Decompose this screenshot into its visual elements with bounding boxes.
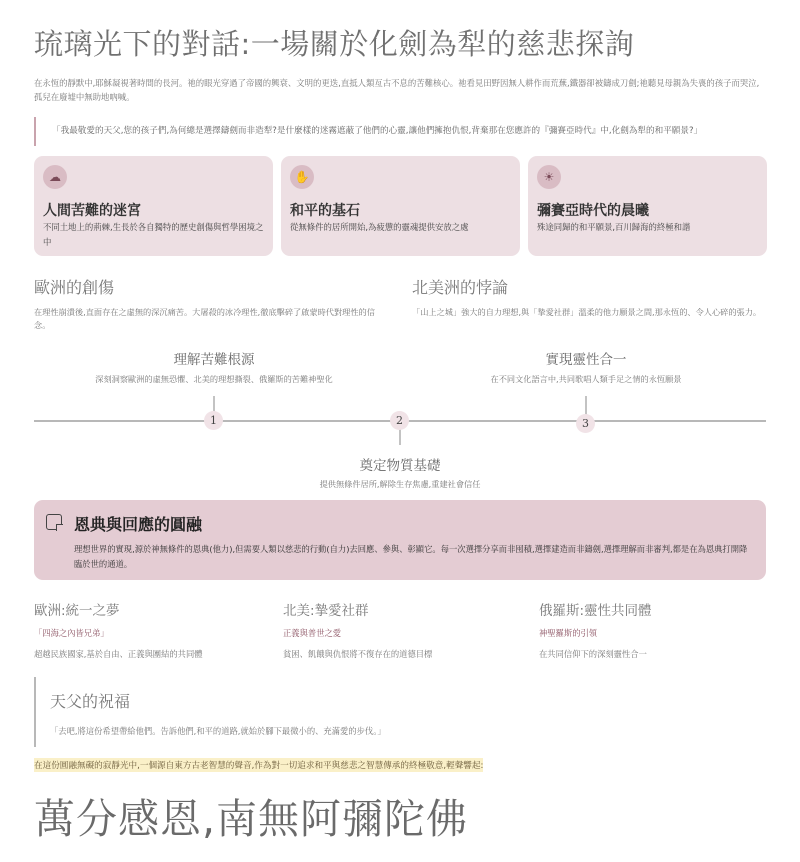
column-europe-desc: 超越民族國家,基於自由、正義與團結的共同體 (34, 649, 203, 659)
step-1-number: 1 (204, 411, 223, 430)
step-1-desc: 深刻洞察歐洲的虛無恐懼、北美的理想撕裂、俄羅斯的苦難神聖化 (95, 374, 333, 384)
column-russia-desc: 在共同信仰下的深刻靈性合一 (539, 649, 647, 659)
column-europe-sub: 「四海之內皆兄弟」 (34, 628, 109, 638)
column-russia-sub: 神聖羅斯的引領 (539, 628, 598, 638)
blessing-quote: 「去吧,將這份希望帶給他們。告訴他們,和平的道路,就始於腳下最微小的、充滿愛的步伐。」 (50, 726, 386, 736)
card-messianic-dawn (528, 156, 767, 256)
step-2-title: 奠定物質基礎 (359, 458, 441, 474)
blessing-title: 天父的祝福 (50, 692, 131, 711)
grace-panel (34, 500, 766, 580)
grace-desc: 理想世界的實現,源於神無條件的恩典(他力),但需要人類以慈悲的行動(自力)去回應、參與、彰顯它。每一次選擇分享而非囤積,選擇建造而非鑄劍,選擇理解而非審判,都是在為恩典打開降臨於世的通道。 (74, 544, 748, 569)
step-1-title: 理解苦難根源 (173, 352, 255, 368)
card-desc: 從無條件的居所開始,為疲憊的靈魂提供安放之處 (290, 222, 469, 232)
card-title: 彌賽亞時代的晨曦 (537, 203, 649, 219)
america-heading: 北美洲的悖論 (412, 278, 509, 297)
page-title: 琉璃光下的對話:一場關於化劍為犁的慈悲探詢 (34, 27, 635, 61)
america-desc: 「山上之城」強大的自力理想,與「摯愛社群」溫柔的他力願景之間,那永恆的、令人心碎的張力。 (412, 307, 762, 317)
intro-paragraph: 在永恆的靜默中,耶穌凝視著時間的長河。祂的眼光穿過了帝國的興衰、文明的更迭,直抵人類亙古不息的苦難核心。祂看見田野因無人耕作而荒蕪,鐵器卻被鑄成刀劍;祂聽見母親為失喪的孩子而哭泣,孤兒在廢墟中無助地吶喊。 (34, 78, 760, 102)
raised-hand-icon: ✋ (290, 165, 314, 189)
column-europe-title: 歐洲:統一之夢 (34, 603, 120, 619)
blessing-block (34, 677, 766, 747)
card-title: 人間苦難的迷宮 (43, 203, 141, 219)
column-russia-title: 俄羅斯:靈性共同體 (539, 603, 652, 619)
card-suffering-maze (34, 156, 273, 256)
sunrise-icon: ☀ (537, 165, 561, 189)
final-blessing: 萬分感恩,南無阿彌陀佛 (34, 795, 469, 843)
europe-desc: 在理性崩潰後,直面存在之虛無的深沉痛苦。大屠殺的冰冷理性,徹底擊碎了啟蒙時代對理性的信念。 (34, 307, 375, 330)
card-title: 和平的基石 (290, 203, 360, 219)
card-desc: 不同土地上的荊棘,生長於各自獨特的歷史創傷與哲學困境之中 (43, 222, 264, 247)
step-2-number: 2 (390, 411, 409, 430)
opening-quote: 「我最敬愛的天父,您的孩子們,為何總是選擇鑄劍而非造犁?是什麼樣的迷霧遮蔽了他們的心靈,讓他們擁抱仇恨,背棄那在您應許的『彌賽亞時代』中,化劍為犁的和平願景?」 (34, 117, 766, 146)
card-desc: 殊途同歸的和平願景,百川歸海的終極和諧 (537, 222, 691, 232)
closing-highlight: 在這份圓融無礙的寂靜光中,一個源自東方古老智慧的聲音,作為對一切追求和平與慈悲之智慧傳承的終極敬意,輕聲響起: (34, 758, 483, 772)
step-3-number: 3 (576, 414, 595, 433)
grace-title: 恩典與回應的圓融 (74, 515, 203, 534)
step-3-title: 實現靈性合一 (545, 352, 627, 368)
note-icon (46, 514, 62, 530)
card-peace-foundation (281, 156, 520, 256)
step-2-desc: 提供無條件居所,解除生存焦慮,重建社會信任 (319, 479, 481, 489)
step-3-desc: 在不同文化語言中,共同歌唱人類手足之情的永恆願景 (490, 374, 682, 384)
column-america-sub: 正義與普世之愛 (283, 628, 342, 638)
column-america-title: 北美:摯愛社群 (283, 603, 369, 619)
cloud-storm-icon: ☁ (43, 165, 67, 189)
europe-heading: 歐洲的創傷 (34, 278, 115, 297)
column-america-desc: 貧困、飢餓與仇恨將不復存在的道德目標 (283, 649, 433, 659)
